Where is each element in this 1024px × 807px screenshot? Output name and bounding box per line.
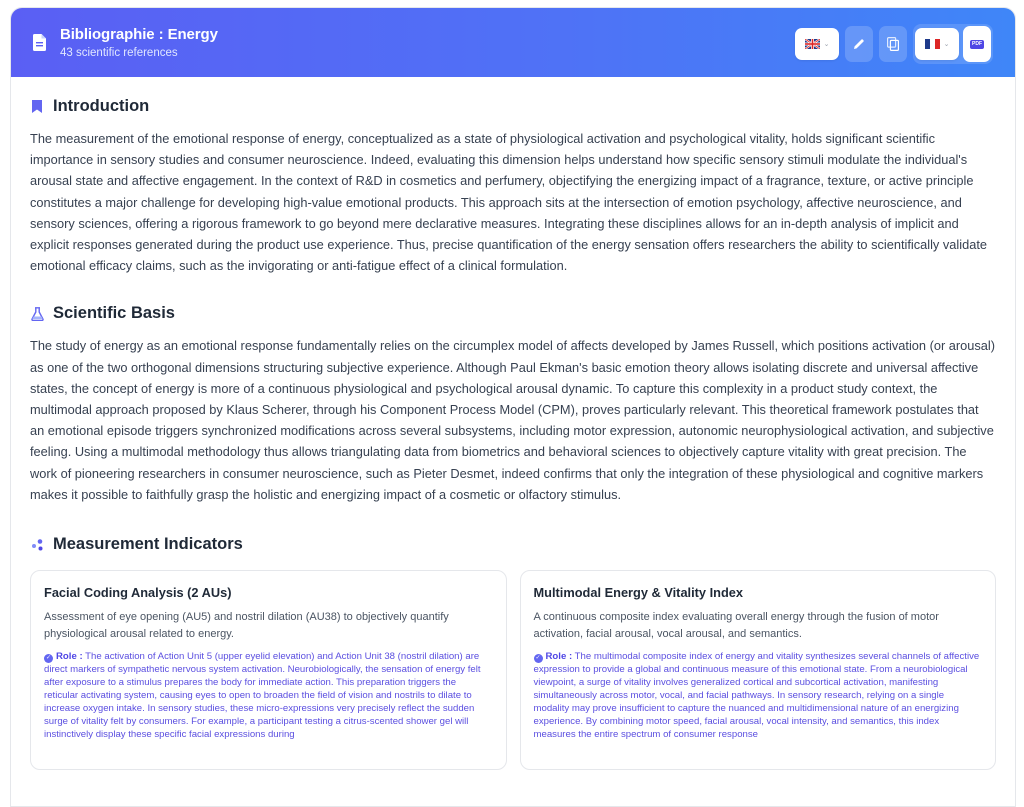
copy-icon: [887, 37, 899, 51]
bibliography-panel: [10, 7, 1016, 807]
introduction-text: The measurement of the emotional response of energy, conceptualized as a state of physiological activation and psychological vitality, holds significant scientific importance in sensory studies and consumer neuroscience. Indeed, evaluating this dimension helps understand how specific sensory stimuli modulate the individual's arousal state and affective engagement. In the context of R&D in cosmetics and perfumery, objectifying the energizing impact of a fragrance, texture, or active principle constitutes a major challenge for developing high-value emotional products. This approach sits at the intersection of emotion psychology, affective neuroscience, and sensory sciences, offering a rigorous framework to go beyond mere declarative measures. Integrating these disciplines allows for an in-depth analysis of implicit and explicit responses generated during the product use experience. Thus, precise quantification of the energy sensation offers researchers the ability to scientifically validate emotional efficacy claims, such as the invigorating or anti-fatigue effect of a clinical formulation.: [30, 131, 987, 274]
section-indicators-heading: [30, 535, 996, 554]
copy-button[interactable]: [879, 26, 907, 62]
indicator-card-multimodal-index: [520, 570, 997, 770]
document-icon: [33, 34, 47, 51]
pencil-icon: [853, 38, 865, 50]
check-circle-icon: ✓: [45, 655, 52, 662]
section-title: Scientific Basis: [53, 304, 175, 323]
molecule-icon: [30, 539, 44, 551]
language-select[interactable]: [795, 28, 839, 60]
page-title: Bibliographie : Energy: [60, 26, 218, 43]
indicator-card-facial-coding: [30, 570, 507, 770]
section-introduction-heading: [30, 97, 996, 116]
flask-icon: [30, 307, 44, 321]
section-title: Measurement Indicators: [53, 535, 243, 554]
pdf-icon: PDF: [972, 40, 982, 47]
role-label: Role :: [545, 651, 573, 663]
card-title: Facial Coding Analysis (2 AUs): [44, 585, 232, 601]
scientific-basis-text: The study of energy as an emotional response fundamentally relies on the circumplex model of affects developed by James Russell, which positions activation (or arousal) as one of the two orthogonal dimensions structuring subjective experience. Although Paul Ekman's basic emotion theory allows isolating discrete and universal affective states, the concept of energy is more of a continuous physiological and psychological arousal dynamic. To capture this complexity in a product study context, the multimodal approach proposed by Klaus Scherer, through his Component Process Model (CPM), proves particularly relevant. This theoretical framework postulates that an emotional episode triggers synchronized modifications across several subsystems, including motor expression, autonomic neurophysiological activation, and subjective feeling. Using a multimodal methodology thus allows triangulating data from biometrics and behavioral sciences to objectively capture vitality with great precision. The work of pioneering researchers in consumer neuroscience, such as Pieter Desmet, indeed confirms that only the integration of these physiological and cognitive markers makes it possible to faithfully grasp the holistic and energizing impact of a cosmetic or olfactory stimulus.: [30, 338, 996, 502]
card-description: A continuous composite index evaluating overall energy through the fusion of motor activation, facial arousal, vocal arousal, and semantics.: [533, 611, 939, 640]
reference-count: 43 scientific references: [60, 47, 178, 59]
role-text: The multimodal composite index of energy and vitality synthesizes several channels of affective expression to provide a global and continuous measure of this emotional state. From a neurobiological viewpoint, a surge of vitality involves generalized cortical and subcortical activation, manifesting simultaneously across motor, vocal, and facial pathways. In sensory research, relying on a single modality may prove insufficient to capture the nuanced and multidimensional nature of an energizing experience. By combining motor speed, facial arousal, vocal intensity, and semantics, this index measures the entire spectrum of consumer response: [533, 651, 980, 741]
edit-button[interactable]: [845, 26, 873, 62]
panel-header: [11, 8, 1015, 77]
panel-content: [11, 97, 1015, 770]
card-role: [44, 650, 493, 741]
export-group: [913, 24, 993, 64]
export-pdf-button[interactable]: [963, 26, 991, 62]
chevron-down-icon: ⌄: [823, 41, 830, 48]
section-scientific-basis-heading: [30, 304, 996, 323]
indicator-cards: [30, 570, 996, 770]
card-description: Assessment of eye opening (AU5) and nostril dilation (AU38) to objectively quantify physiological arousal related to energy.: [44, 611, 449, 640]
target-language-select[interactable]: [915, 28, 959, 60]
chevron-down-icon: ⌄: [943, 41, 950, 48]
card-title: Multimodal Energy & Vitality Index: [533, 585, 744, 601]
card-role: [534, 650, 983, 741]
fr-flag-icon: [925, 39, 940, 49]
section-title: Introduction: [53, 97, 150, 115]
uk-flag-icon: [805, 39, 820, 49]
check-circle-icon: ✓: [535, 655, 541, 662]
header-toolbar: [795, 24, 993, 64]
bookmark-icon: [30, 100, 44, 113]
role-label: Role :: [56, 651, 83, 663]
role-text: The activation of Action Unit 5 (upper eyelid elevation) and Action Unit 38 (nostril dilation) are direct markers of sympathetic nervous system activation. Neurobiologically, the sensation of energy felt after exposure to a stimulus prepares the body for immediate action. This preparation triggers the reticular activating system, causing eyes to open to broaden the field of vision and nostrils to dilate to increase oxygen intake. In sensory studies, these micro-expressions very precisely reflect the sudden surge of vitality felt by consumers. For example, a participant testing a citrus-scented shower gel will instinctively display these specific facial expressions during: [44, 651, 481, 741]
